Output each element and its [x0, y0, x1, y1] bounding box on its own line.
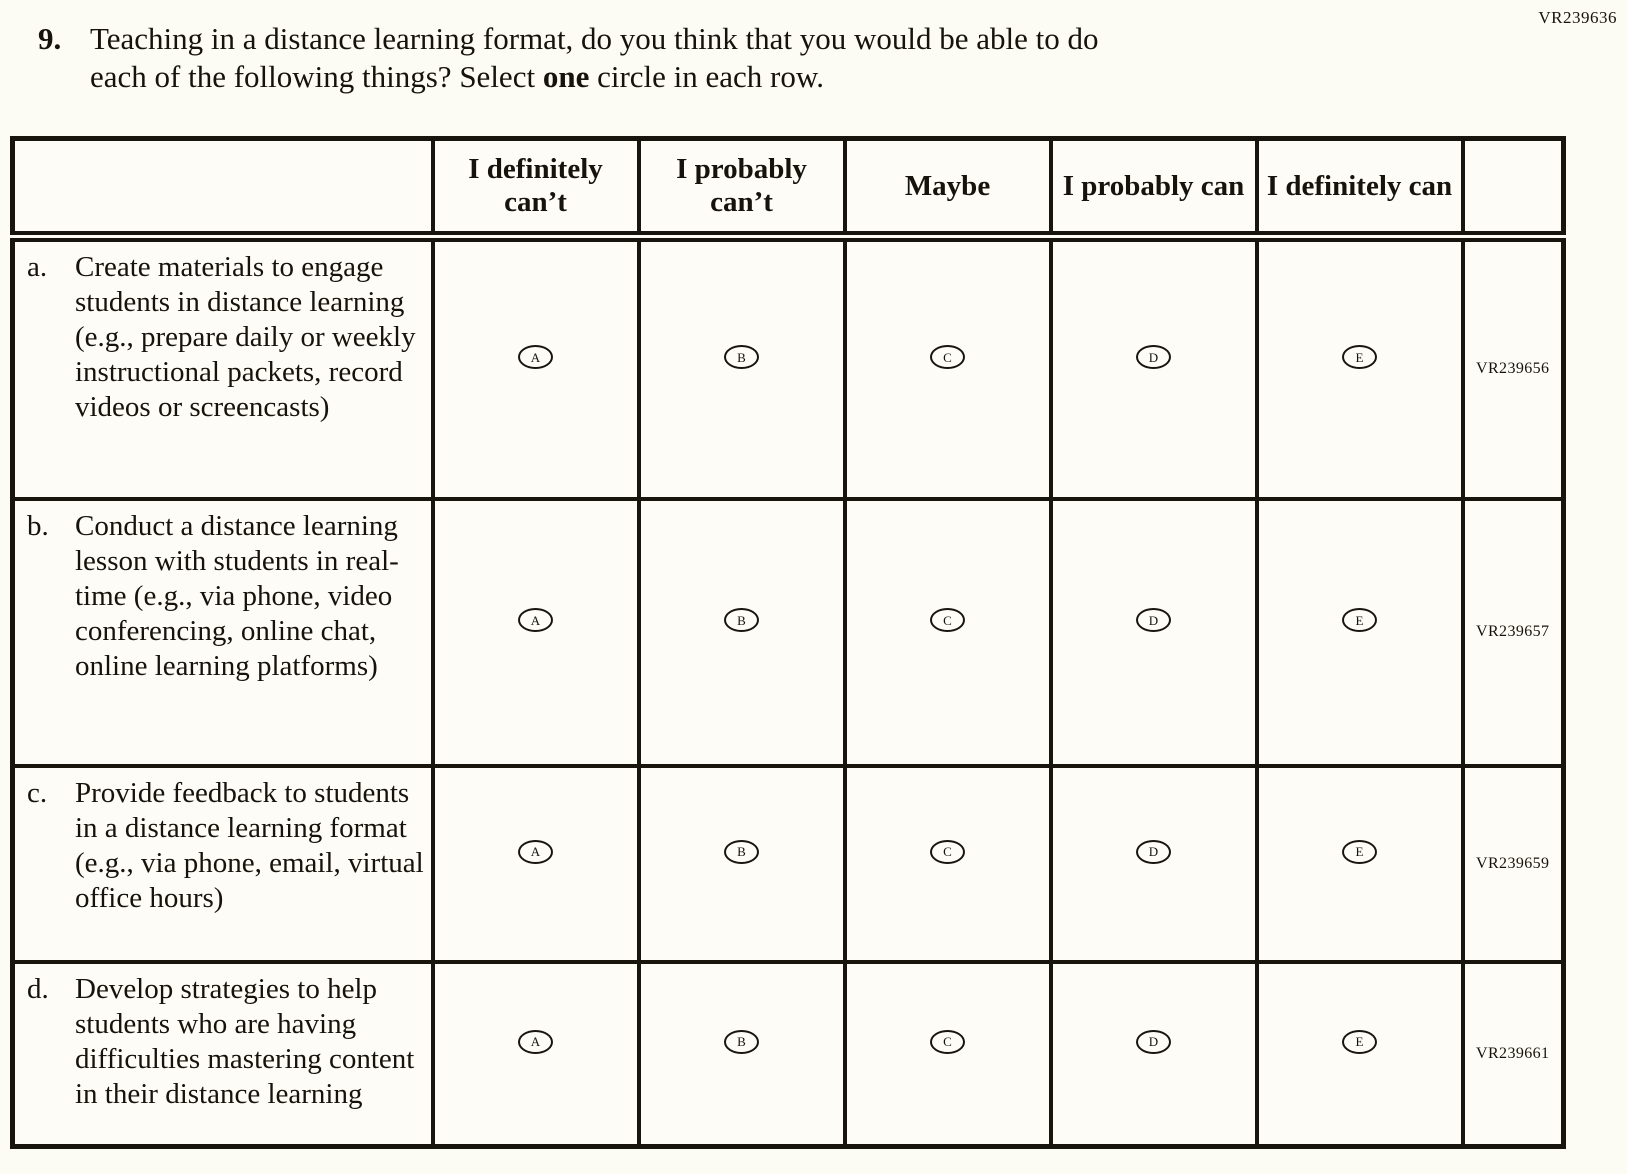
answer-bubble-d-e[interactable]: E: [1342, 1030, 1377, 1054]
option-cell-d-b: [639, 962, 845, 1147]
column-header-definitely-cant: I definitely can’t: [433, 139, 639, 237]
header-empty-label-cell: [13, 139, 433, 237]
grid-body: [13, 237, 1564, 1147]
column-header-maybe: Maybe: [845, 139, 1051, 237]
answer-bubble-a-d[interactable]: D: [1136, 345, 1171, 369]
header-empty-code-cell: [1463, 139, 1564, 237]
answer-bubble-b-a[interactable]: A: [518, 608, 553, 632]
row-text: Provide feedback to students in a distance learning format (e.g., via phone, email, virtual office hours): [75, 776, 424, 914]
table-row-a: [13, 237, 1564, 499]
response-grid: [10, 136, 1566, 1149]
option-cell-b-a: [433, 499, 639, 766]
answer-bubble-d-b[interactable]: B: [724, 1030, 759, 1054]
option-cell-c-e: [1257, 766, 1463, 962]
row-label: [27, 972, 425, 1112]
answer-bubble-b-c[interactable]: C: [930, 608, 965, 632]
answer-bubble-c-e[interactable]: E: [1342, 840, 1377, 864]
answer-bubble-c-d[interactable]: D: [1136, 840, 1171, 864]
page-code: VR239636: [1538, 8, 1617, 27]
option-cell-a-e: [1257, 237, 1463, 499]
option-cell-a-a: [433, 237, 639, 499]
header-row: [13, 139, 1564, 237]
row-text: Create materials to engage students in distance learning (e.g., prepare daily or weekly instructional packets, record videos or screencasts): [75, 251, 416, 423]
option-cell-c-a: [433, 766, 639, 962]
row-label-cell: [13, 962, 433, 1147]
question-number: 9.: [38, 21, 62, 56]
option-cell-b-c: [845, 499, 1051, 766]
answer-bubble-a-c[interactable]: C: [930, 345, 965, 369]
row-text: Develop strategies to help students who are having difficulties mastering content in their distance learning: [75, 972, 415, 1110]
option-cell-d-a: [433, 962, 639, 1147]
question-instruction-bold: one: [542, 59, 590, 94]
column-header-definitely-can: I definitely can: [1257, 139, 1463, 237]
row-letter: a.: [27, 251, 48, 283]
question-text: [90, 20, 1390, 96]
answer-bubble-c-a[interactable]: A: [518, 840, 553, 864]
row-letter: d.: [27, 972, 49, 1005]
option-cell-b-e: [1257, 499, 1463, 766]
option-cell-b-b: [639, 499, 845, 766]
row-label: [27, 776, 425, 916]
answer-bubble-a-b[interactable]: B: [724, 345, 759, 369]
row-code: VR239656: [1463, 237, 1564, 499]
answer-bubble-a-a[interactable]: A: [518, 345, 553, 369]
table-row-b: [13, 499, 1564, 766]
option-cell-a-d: [1051, 237, 1257, 499]
row-label: [27, 509, 425, 684]
answer-bubble-d-a[interactable]: A: [518, 1030, 553, 1054]
option-cell-c-b: [639, 766, 845, 962]
row-letter: b.: [27, 509, 49, 542]
grid-header: [13, 139, 1564, 237]
row-label-cell: [13, 766, 433, 962]
question-instruction-post: circle in each row.: [589, 59, 824, 94]
row-letter: c.: [27, 776, 48, 809]
table-row-c: [13, 766, 1564, 962]
question-block: [38, 20, 1390, 96]
question-instruction: [90, 59, 824, 94]
answer-bubble-b-b[interactable]: B: [724, 608, 759, 632]
answer-bubble-c-b[interactable]: B: [724, 840, 759, 864]
row-code: VR239659: [1463, 766, 1564, 962]
row-text: Conduct a distance learning lesson with students in real-time (e.g., via phone, video conferencing, online chat, online learning platforms): [75, 509, 399, 682]
column-header-probably-cant: I probably can’t: [639, 139, 845, 237]
table-row-d: [13, 962, 1564, 1147]
question-instruction-pre: each of the following things? Select: [90, 59, 543, 94]
option-cell-c-d: [1051, 766, 1257, 962]
option-cell-d-e: [1257, 962, 1463, 1147]
answer-bubble-d-c[interactable]: C: [930, 1030, 965, 1054]
row-code: VR239657: [1463, 499, 1564, 766]
row-label-cell: [13, 237, 433, 499]
answer-bubble-b-d[interactable]: D: [1136, 608, 1171, 632]
option-cell-d-d: [1051, 962, 1257, 1147]
row-label: [27, 250, 425, 425]
option-cell-d-c: [845, 962, 1051, 1147]
row-code: VR239661: [1463, 962, 1564, 1147]
row-label-cell: [13, 499, 433, 766]
question-line1: Teaching in a distance learning format, do you think that you would be able to do: [90, 21, 1099, 56]
answer-bubble-a-e[interactable]: E: [1342, 345, 1377, 369]
option-cell-c-c: [845, 766, 1051, 962]
option-cell-a-c: [845, 237, 1051, 499]
option-cell-b-d: [1051, 499, 1257, 766]
answer-bubble-d-d[interactable]: D: [1136, 1030, 1171, 1054]
option-cell-a-b: [639, 237, 845, 499]
answer-bubble-c-c[interactable]: C: [930, 840, 965, 864]
column-header-probably-can: I probably can: [1051, 139, 1257, 237]
answer-bubble-b-e[interactable]: E: [1342, 608, 1377, 632]
